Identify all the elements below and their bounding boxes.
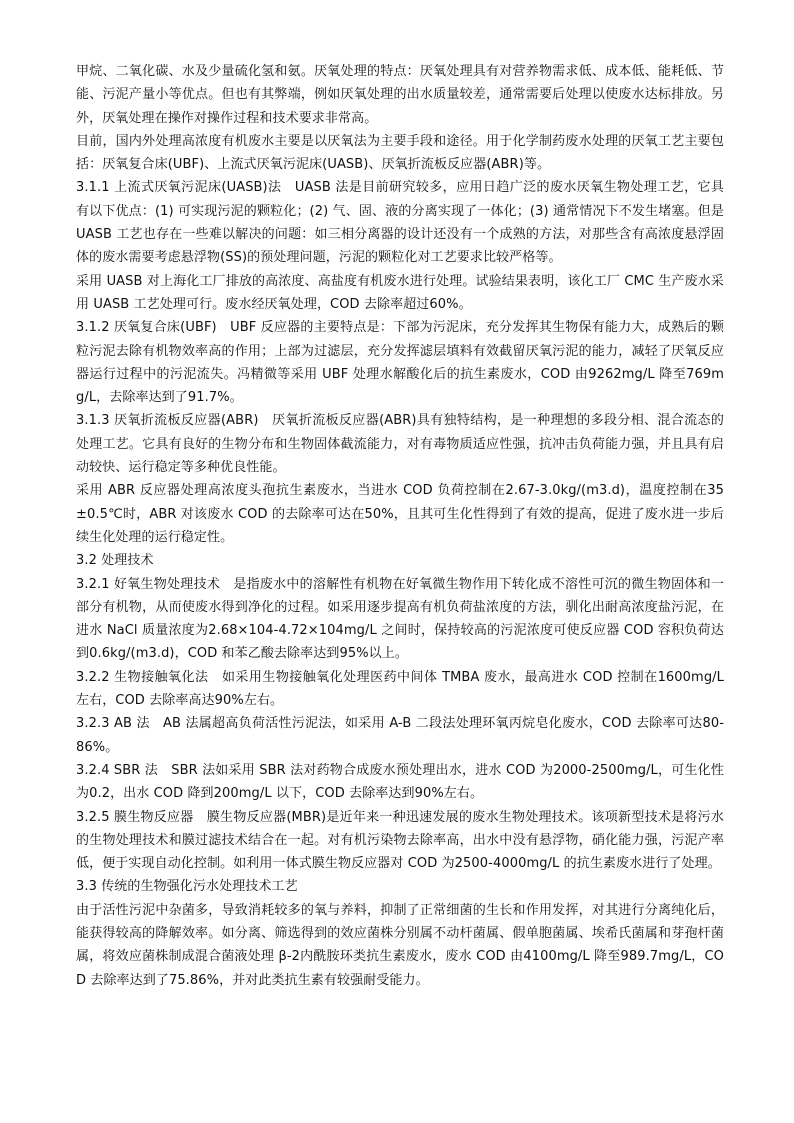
paragraph-uasb: 3.1.1 上流式厌氧污泥床(UASB)法 UASB 法是目前研究较多，应用日趋广泛的废水厌氧生物处理工艺，它具有以下优点：(1) 可实现污泥的颗粒化；(2) 气、固、液的分离实现了一体化；(3) 通常情况下不发生堵塞。但是 UASB 工艺也存在一些难以解决的问题：如三相分离器的设计还没有一个成熟的方法，对那些含有高浓度悬浮固体的废水需要考虑悬浮物(SS)的预处理问题，污泥的颗粒化对工艺要求比较严格等。 xyxy=(76,180,724,266)
section-heading-3-3: 3.3 传统的生物强化污水处理技术工艺 xyxy=(76,879,298,895)
document-page xyxy=(76,60,724,992)
paragraph-mbr: 3.2.5 膜生物反应器 膜生物反应器(MBR)是近年来一种迅速发展的废水生物处理技术。该项新型技术是将污水的生物处理技术和膜过滤技术结合在一起。对有机污染物去除率高，出水中没有悬浮物，硝化能力强，污泥产率低，便于实现自动化控制。如利用一体式膜生物反应器对 COD 为2500-4000mg/L 的抗生素废水进行了处理。 xyxy=(76,809,724,872)
paragraph-contact-oxidation: 3.2.2 生物接触氧化法 如采用生物接触氧化处理医药中间体 TMBA 废水，最高进水 COD 控制在1600mg/L 左右，COD 去除率高达90%左右。 xyxy=(76,669,724,709)
paragraph-abr-application: 采用 ABR 反应器处理高浓度头孢抗生素废水，当进水 COD 负荷控制在2.67-3.0kg/(m3.d)，温度控制在35±0.5℃时，ABR 对该废水 COD 的去除率可达在50%，且其可生化性得到了有效的提高，促进了废水进一步后续生化处理的运行稳定性。 xyxy=(76,483,724,545)
paragraph-sbr-method: 3.2.4 SBR 法 SBR 法如采用 SBR 法对药物合成废水预处理出水，进水 COD 为2000-2500mg/L，可生化性为0.2，出水 COD 降到200mg/L 以下，COD 去除率达到90%左右。 xyxy=(76,762,724,802)
paragraph-bioaugmentation: 由于活性污泥中杂菌多，导致消耗较多的氧与养料，抑制了正常细菌的生长和作用发挥，对其进行分离纯化后，能获得较高的降解效率。如分离、筛选得到的效应菌株分别属不动杆菌属、假单胞菌属、埃希氏菌属和芽孢杆菌属，将效应菌株制成混合菌液处理 β-2内酰胺环类抗生素废水，废水 COD 由4100mg/L 降至989.7mg/L，COD 去除率达到了75.86%，并对此类抗生素有较强耐受能力。 xyxy=(76,902,724,988)
paragraph-abr: 3.1.3 厌氧折流板反应器(ABR) 厌氧折流板反应器(ABR)具有独特结构，是一种理想的多段分相、混合流态的处理工艺。它具有良好的生物分布和生物固体截流能力，对有毒物质适应性强，抗冲击负荷能力强，并且具有启动较快、运行稳定等多种优良性能。 xyxy=(76,413,724,476)
paragraph-uasb-application: 采用 UASB 对上海化工厂排放的高浓度、高盐度有机废水进行处理。试验结果表明，该化工厂 CMC 生产废水采用 UASB 工艺处理可行。废水经厌氧处理，COD 去除率超过60%。 xyxy=(76,273,724,312)
paragraph-anaerobic-processes: 目前，国内外处理高浓度有机废水主要是以厌氧法为主要手段和途径。用于化学制药废水处理的厌氧工艺主要包括：厌氧复合床(UBF)、上流式厌氧污泥床(UASB)、厌氧折流板反应器(ABR)等。 xyxy=(76,133,724,173)
paragraph-ubf: 3.1.2 厌氧复合床(UBF) UBF 反应器的主要特点是：下部为污泥床，充分发挥其生物保有能力大，成熟后的颗粒污泥去除有机物效率高的作用；上部为过滤层，充分发挥滤层填料有效截留厌氧污泥的能力，减轻了厌氧反应器运行过程中的污泥流失。冯精微等采用 UBF 处理水解酸化后的抗生素废水，COD 由9262mg/L 降至769mg/L，去除率达到了91.7%。 xyxy=(76,320,724,406)
paragraph-aerobic: 3.2.1 好氧生物处理技术 是指废水中的溶解性有机物在好氧微生物作用下转化成不溶性可沉的微生物固体和一部分有机物，从而使废水得到净化的过程。如采用逐步提高有机负荷盐浓度的方法，驯化出耐高浓度盐污泥，在进水 NaCl 质量浓度为2.68×104-4.72×104mg/L 之间时，保持较高的污泥浓度可使反应器 COD 容积负荷达到0.6kg/(m3.d)，COD 和苯乙酸去除率达到95%以上。 xyxy=(76,576,724,662)
section-heading-3-2: 3.2 处理技术 xyxy=(76,553,154,569)
paragraph-anaerobic-features: 甲烷、二氧化碳、水及少量硫化氢和氨。厌氧处理的特点：厌氧处理具有对营养物需求低、成本低、能耗低、节能、污泥产量小等优点。但也有其弊端，例如厌氧处理的出水质量较差，通常需要后处理以使废水达标排放。另外，厌氧处理在操作对操作过程和技术要求非常高。 xyxy=(76,64,724,126)
paragraph-ab-method: 3.2.3 AB 法 AB 法属超高负荷活性污泥法，如采用 A-B 二段法处理环氧丙烷皂化废水，COD 去除率可达80-86%。 xyxy=(76,716,724,755)
